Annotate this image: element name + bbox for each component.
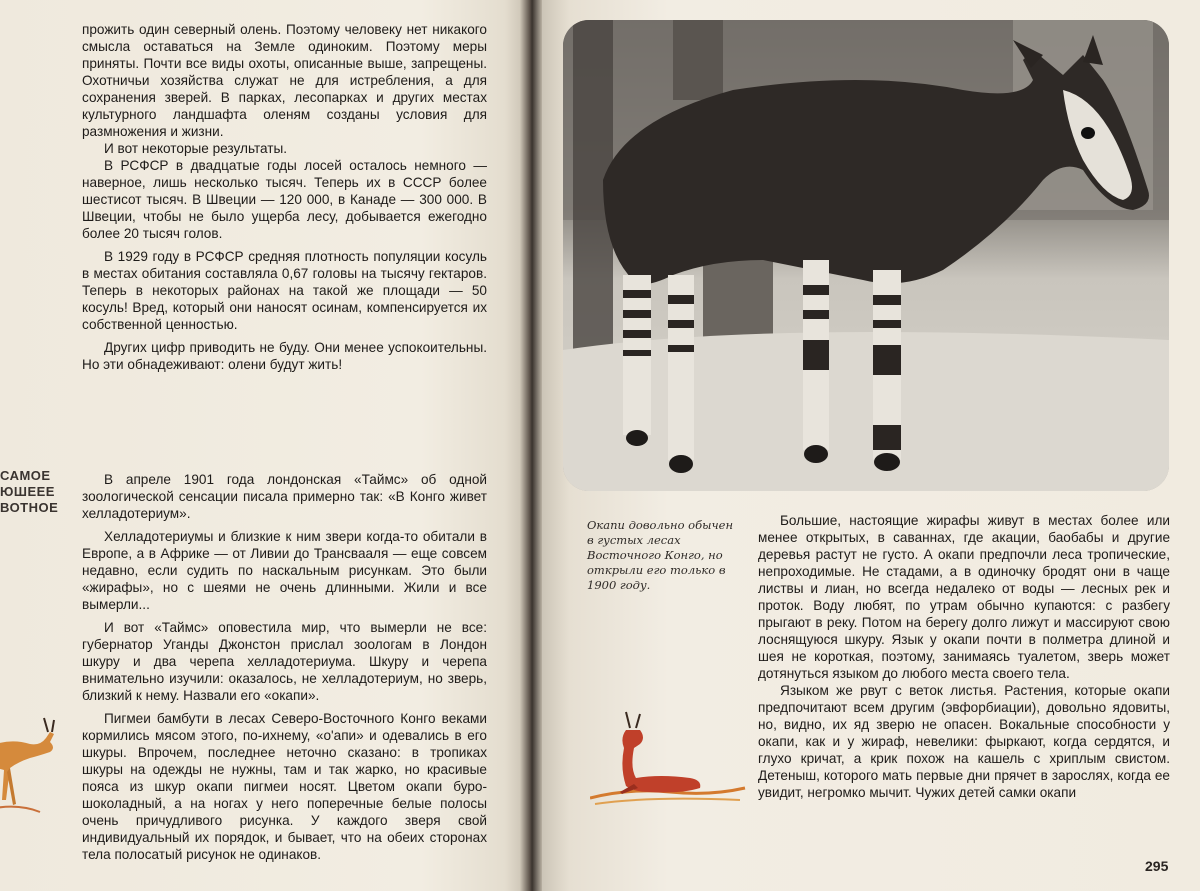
book-spine [520, 0, 542, 891]
page-number: 295 [1145, 858, 1169, 874]
gazelle-illustration-right [590, 708, 750, 818]
heading-line: САМОЕ [0, 468, 51, 483]
gazelle-illustration-left [0, 708, 70, 828]
heading-line: ВОТНОЕ [0, 500, 59, 515]
paragraph: В РСФСР в двадцатые годы лосей осталось немного — наверное, лишь несколько тысяч. Теперь их в СССР более шестисот тысяч. В Швеции — 120 000, в Канаде — 300 000. В Швеции, чтобы не было ущерба лесу, добывается ежегодно более 20 тысяч голов. [82, 158, 487, 241]
paragraph: Большие, настоящие жирафы живут в местах более или менее открытых, в саваннах, где акации, баобабы и другие деревья растут не густо. А окапи предпочли леса тропические, непроходимые. Не стадами, а в одиночку бродят они в чаще листвы и лиан, но всегда недалеко от воды — лесных рек и проток. Воду любят, по утрам обычно купаются: с разбегу прыгают в реку. Потом на берегу долго лижут и массируют свою лоснящуюся шкуру. Язык у окапи почти в полметра длиной и шея не короткая, поэтому, занимаясь туалетом, зверь может дотянуться языком до любого места своего тела. [758, 513, 1170, 681]
paragraph: И вот «Таймс» оповестила мир, что вымерли не все: губернатор Уганды Джонстон прислал зоологам в Лондон шкуру и два черепа хелладотериума. Шкуру и черепа внимательно изучили: оказалось, не хелладотериум, но зверь, близкий к нему. Назвали его «окапи». [82, 620, 487, 703]
paragraph: В апреле 1901 года лондонская «Таймс» об одной зоологической сенсации писала примерно так: «В Конго живет хелладотериум». [82, 472, 487, 521]
paragraph: прожить один северный олень. Поэтому человеку нет никакого смысла оставаться на Земле одиноким. Поэтому меры приняты. Почти все виды охоты, описанные выше, запрещены. Охотничьи хозяйства служат не для истребления, а для сохранения зверей. В парках, лесопарках и других местах культурного ландшафта оленям созданы условия для размножения и жизни. [82, 22, 487, 139]
okapi-photo [563, 20, 1169, 491]
paragraph: Других цифр приводить не буду. Они менее успокоительны. Но эти обнадеживают: олени будут жить! [82, 340, 487, 372]
section-heading [0, 468, 60, 516]
okapi-image [563, 20, 1169, 491]
left-text-block-2 [82, 471, 487, 863]
right-text-block [758, 512, 1170, 801]
paragraph: Языком же рвут с веток листья. Растения, которые окапи предпочитают всем другим (эвфорбиации), довольно ядовиты, но, видно, их яд зверю не опасен. Вокальные способности у окапи, как и у жираф, невелики: фыркают, когда сердятся, и глухо кричат, а крик похож на кашель с хриплым свистом. Детеныш, которого мать первые дни прячет в зарослях, когда ее увидит, негромко мычит. Чужих детей самки окапи [758, 683, 1170, 800]
photo-caption: Окапи довольно обычен в густых лесах Восточного Конго, но открыли его только в 1900 году. [587, 518, 734, 592]
left-text-block-1 [82, 21, 487, 373]
paragraph: Хелладотериумы и близкие к ним звери когда-то обитали в Европе, а в Африке — от Ливии до Трансвааля — еще совсем недавно, если судить по наскальным рисункам. Это были «жирафы», но с шеями не очень длинными. Жили и все вымерли... [82, 529, 487, 612]
heading-line: ЮШЕЕЕ [0, 484, 55, 499]
paragraph: И вот некоторые результаты. [104, 141, 288, 156]
paragraph: Пигмеи бамбути в лесах Северо-Восточного Конго веками кормились мясом этого, по-ихнему, «о'апи» и одевались в его шкуры. Впрочем, последнее неточно сказано: в тропиках шкуры на одежды не нужны, там и так жарко, но красивые пояса из шкур окапи пигмеи носят. Цветом окапи буро-шоколадный, а на ногах у него поперечные белые полосы очень причудливого рисунка. У каждого зверя свой индивидуальный их порядок, и бывает, что на обеих сторонах тела полосатый рисунок не одинаков. [82, 711, 487, 862]
paragraph: В 1929 году в РСФСР средняя плотность популяции косуль в местах обитания составляла 0,67 головы на тысячу гектаров. Теперь в некоторых районах на такой же площади — 50 косуль! Вред, который они наносят осинам, компенсируется их собственной ценностью. [82, 249, 487, 332]
